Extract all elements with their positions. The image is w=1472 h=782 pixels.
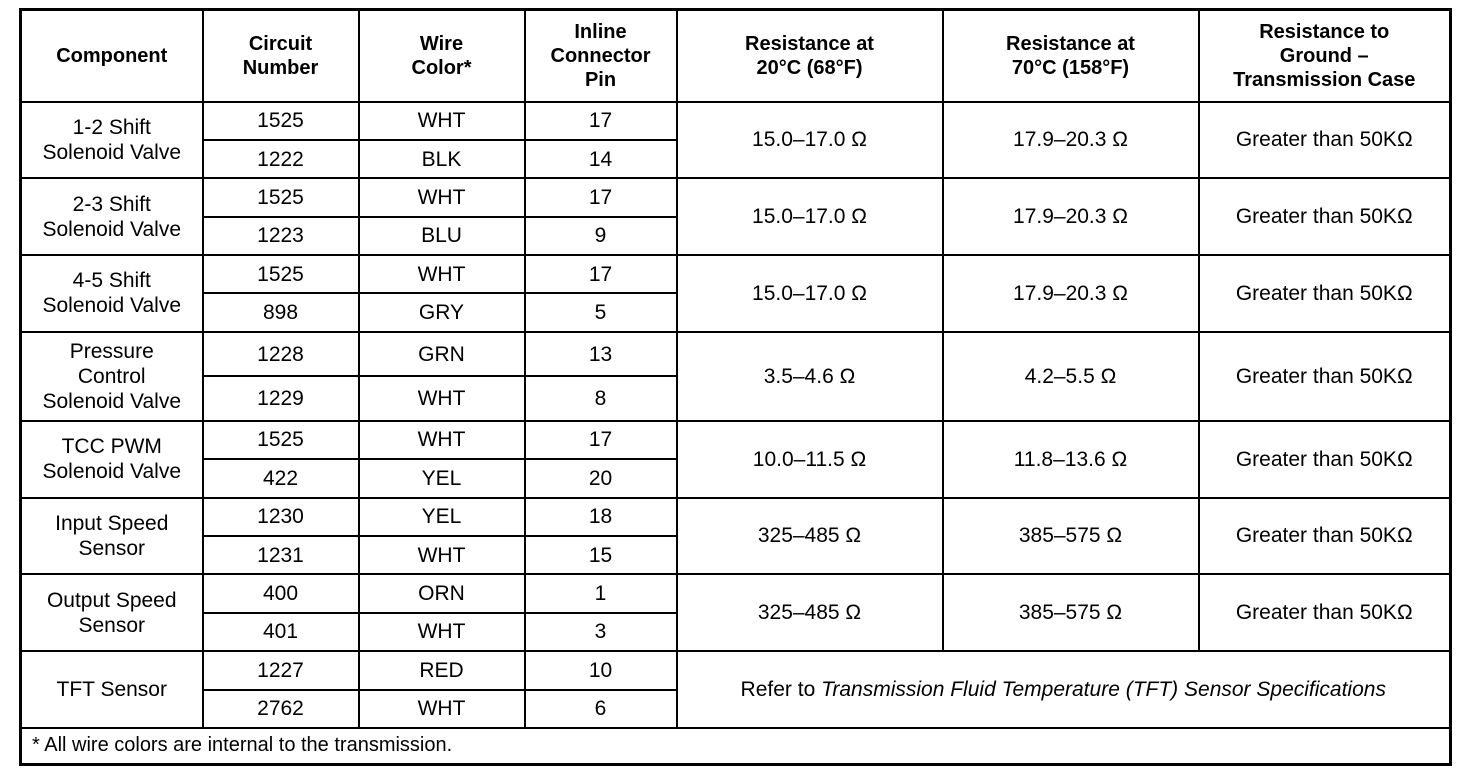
wire-color: ORN	[359, 574, 525, 612]
specification-table	[19, 8, 1452, 766]
wire-color: WHT	[359, 421, 525, 459]
circuit-number: 1231	[203, 536, 359, 574]
wire-color: YEL	[359, 498, 525, 536]
circuit-number: 2762	[203, 690, 359, 728]
resistance-ground: Greater than 50KΩ	[1199, 178, 1451, 255]
resistance-ground: Greater than 50KΩ	[1199, 102, 1451, 179]
circuit-number: 1525	[203, 178, 359, 216]
resistance-20c: 15.0–17.0 Ω	[677, 178, 943, 255]
resistance-70c: 17.9–20.3 Ω	[943, 255, 1199, 332]
resistance-70c: 17.9–20.3 Ω	[943, 102, 1199, 179]
wire-color: RED	[359, 651, 525, 689]
table-row	[21, 498, 1451, 536]
resistance-20c: 15.0–17.0 Ω	[677, 255, 943, 332]
component-name: 4-5 Shift Solenoid Valve	[21, 255, 203, 332]
circuit-number: 1525	[203, 421, 359, 459]
resistance-20c: 15.0–17.0 Ω	[677, 102, 943, 179]
wire-color: YEL	[359, 459, 525, 497]
component-name: TCC PWM Solenoid Valve	[21, 421, 203, 498]
component-name: Pressure Control Solenoid Valve	[21, 332, 203, 421]
resistance-ground: Greater than 50KΩ	[1199, 332, 1451, 421]
table-row	[21, 178, 1451, 216]
connector-pin: 5	[525, 293, 677, 331]
table-row	[21, 332, 1451, 376]
connector-pin: 13	[525, 332, 677, 376]
header-resistance-20c: Resistance at 20°C (68°F)	[677, 10, 943, 102]
wire-color: BLK	[359, 140, 525, 178]
connector-pin: 3	[525, 613, 677, 651]
resistance-70c: 4.2–5.5 Ω	[943, 332, 1199, 421]
circuit-number: 1525	[203, 102, 359, 140]
wire-color: WHT	[359, 690, 525, 728]
header-resistance-70c: Resistance at 70°C (158°F)	[943, 10, 1199, 102]
table-row	[21, 102, 1451, 140]
header-connector-pin: Inline Connector Pin	[525, 10, 677, 102]
wire-color: WHT	[359, 613, 525, 651]
table-row	[21, 421, 1451, 459]
circuit-number: 1525	[203, 255, 359, 293]
circuit-number: 1227	[203, 651, 359, 689]
wire-color: BLU	[359, 217, 525, 255]
wire-color: WHT	[359, 102, 525, 140]
connector-pin: 8	[525, 376, 677, 420]
component-name: Input Speed Sensor	[21, 498, 203, 575]
component-name: 2-3 Shift Solenoid Valve	[21, 178, 203, 255]
wire-color: GRY	[359, 293, 525, 331]
header-row	[21, 10, 1451, 102]
wire-color: WHT	[359, 536, 525, 574]
resistance-20c: 325–485 Ω	[677, 498, 943, 575]
header-wire-color: Wire Color*	[359, 10, 525, 102]
resistance-ground: Greater than 50KΩ	[1199, 255, 1451, 332]
resistance-70c: 385–575 Ω	[943, 498, 1199, 575]
component-name: 1-2 Shift Solenoid Valve	[21, 102, 203, 179]
connector-pin: 17	[525, 178, 677, 216]
footnote: * All wire colors are internal to the transmission.	[21, 728, 1451, 765]
resistance-ground: Greater than 50KΩ	[1199, 421, 1451, 498]
circuit-number: 1222	[203, 140, 359, 178]
resistance-ground: Greater than 50KΩ	[1199, 498, 1451, 575]
circuit-number: 400	[203, 574, 359, 612]
circuit-number: 401	[203, 613, 359, 651]
table-row	[21, 574, 1451, 612]
component-name: Output Speed Sensor	[21, 574, 203, 651]
table-row	[21, 255, 1451, 293]
header-component: Component	[21, 10, 203, 102]
connector-pin: 1	[525, 574, 677, 612]
circuit-number: 1228	[203, 332, 359, 376]
connector-pin: 9	[525, 217, 677, 255]
circuit-number: 898	[203, 293, 359, 331]
resistance-70c: 385–575 Ω	[943, 574, 1199, 651]
resistance-70c: 17.9–20.3 Ω	[943, 178, 1199, 255]
resistance-20c: 10.0–11.5 Ω	[677, 421, 943, 498]
wire-color: WHT	[359, 376, 525, 420]
connector-pin: 18	[525, 498, 677, 536]
resistance-20c: 325–485 Ω	[677, 574, 943, 651]
footnote-row	[21, 728, 1451, 765]
wire-color: WHT	[359, 178, 525, 216]
connector-pin: 10	[525, 651, 677, 689]
connector-pin: 6	[525, 690, 677, 728]
tft-refer-note	[677, 651, 1451, 728]
component-name: TFT Sensor	[21, 651, 203, 728]
circuit-number: 1229	[203, 376, 359, 420]
header-circuit-number: Circuit Number	[203, 10, 359, 102]
circuit-number: 422	[203, 459, 359, 497]
wire-color: WHT	[359, 255, 525, 293]
refer-link-text: Transmission Fluid Temperature (TFT) Sensor Specifications	[821, 677, 1386, 701]
header-resistance-ground: Resistance to Ground – Transmission Case	[1199, 10, 1451, 102]
connector-pin: 15	[525, 536, 677, 574]
circuit-number: 1230	[203, 498, 359, 536]
table-row	[21, 651, 1451, 689]
connector-pin: 14	[525, 140, 677, 178]
connector-pin: 17	[525, 102, 677, 140]
wire-color: GRN	[359, 332, 525, 376]
connector-pin: 17	[525, 255, 677, 293]
connector-pin: 17	[525, 421, 677, 459]
resistance-70c: 11.8–13.6 Ω	[943, 421, 1199, 498]
resistance-ground: Greater than 50KΩ	[1199, 574, 1451, 651]
circuit-number: 1223	[203, 217, 359, 255]
resistance-20c: 3.5–4.6 Ω	[677, 332, 943, 421]
connector-pin: 20	[525, 459, 677, 497]
refer-prefix: Refer to	[740, 677, 822, 701]
